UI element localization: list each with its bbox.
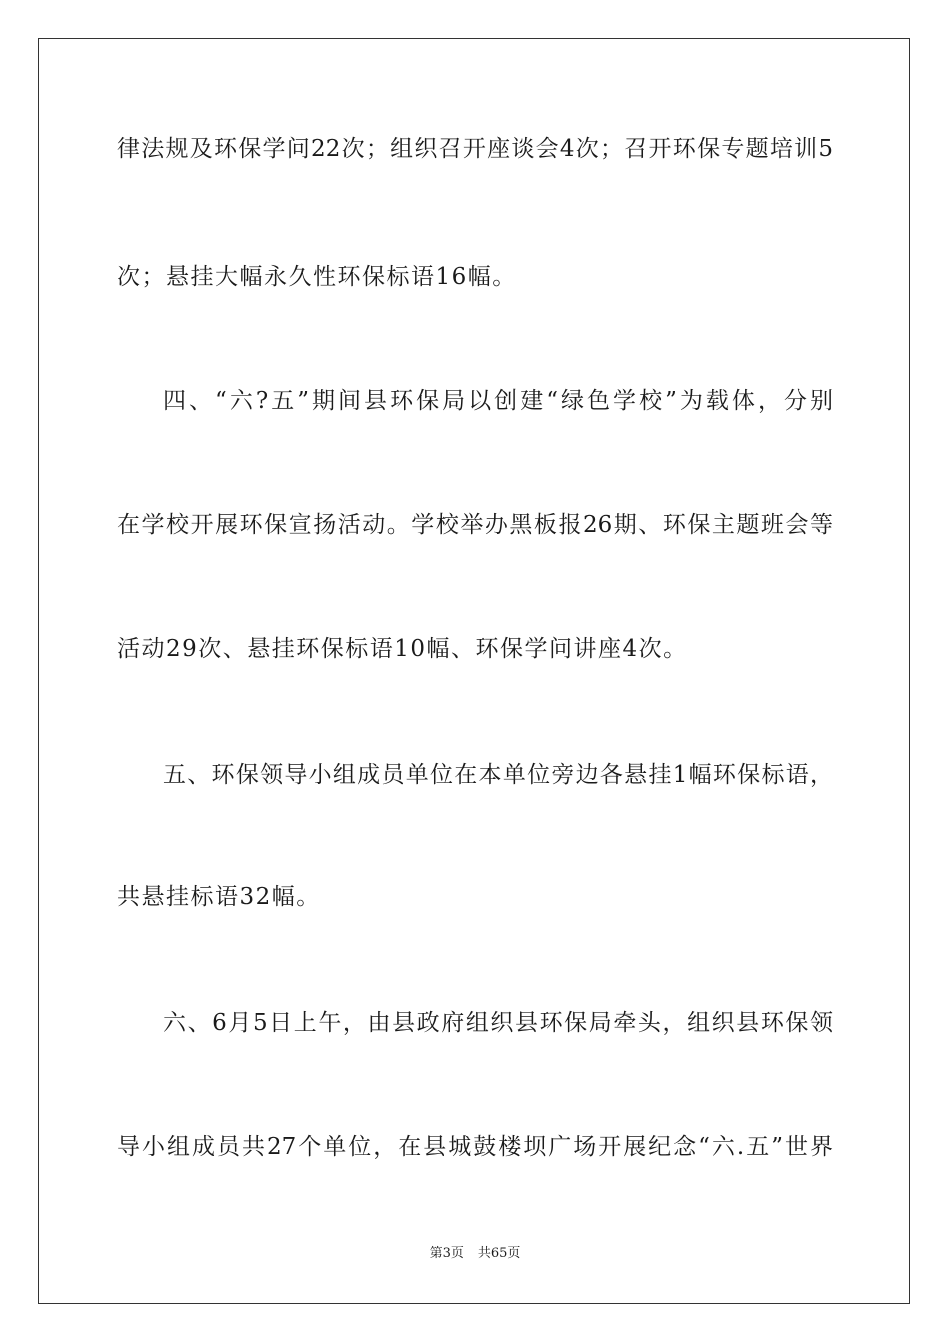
paragraph-line: 次；悬挂大幅永久性环保标语16幅。 bbox=[117, 264, 517, 290]
paragraph-line: 共悬挂标语32幅。 bbox=[117, 884, 321, 910]
page-footer bbox=[0, 1246, 950, 1262]
paragraph-line: 六、6月5日上午，由县政府组织县环保局牵头，组织县环保领 bbox=[163, 1010, 833, 1036]
paragraph-line: 四、“六?五”期间县环保局以创建“绿色学校”为载体，分别 bbox=[163, 388, 833, 414]
total-pages: 共65页 bbox=[477, 1246, 521, 1261]
paragraph-line: 在学校开展环保宣扬活动。学校举办黑板报26期、环保主题班会等 bbox=[117, 512, 833, 538]
page-border bbox=[38, 38, 910, 1304]
paragraph-line: 导小组成员共27个单位，在县城鼓楼坝广场开展纪念“六.五”世界 bbox=[117, 1134, 833, 1160]
page-number: 第3页 bbox=[429, 1246, 464, 1261]
paragraph-line: 活动29次、悬挂环保标语10幅、环保学问讲座4次。 bbox=[117, 636, 688, 662]
paragraph-line: 律法规及环保学问22次；组织召开座谈会4次；召开环保专题培训5 bbox=[117, 136, 833, 162]
paragraph-line: 五、环保领导小组成员单位在本单位旁边各悬挂1幅环保标语， bbox=[163, 762, 833, 788]
